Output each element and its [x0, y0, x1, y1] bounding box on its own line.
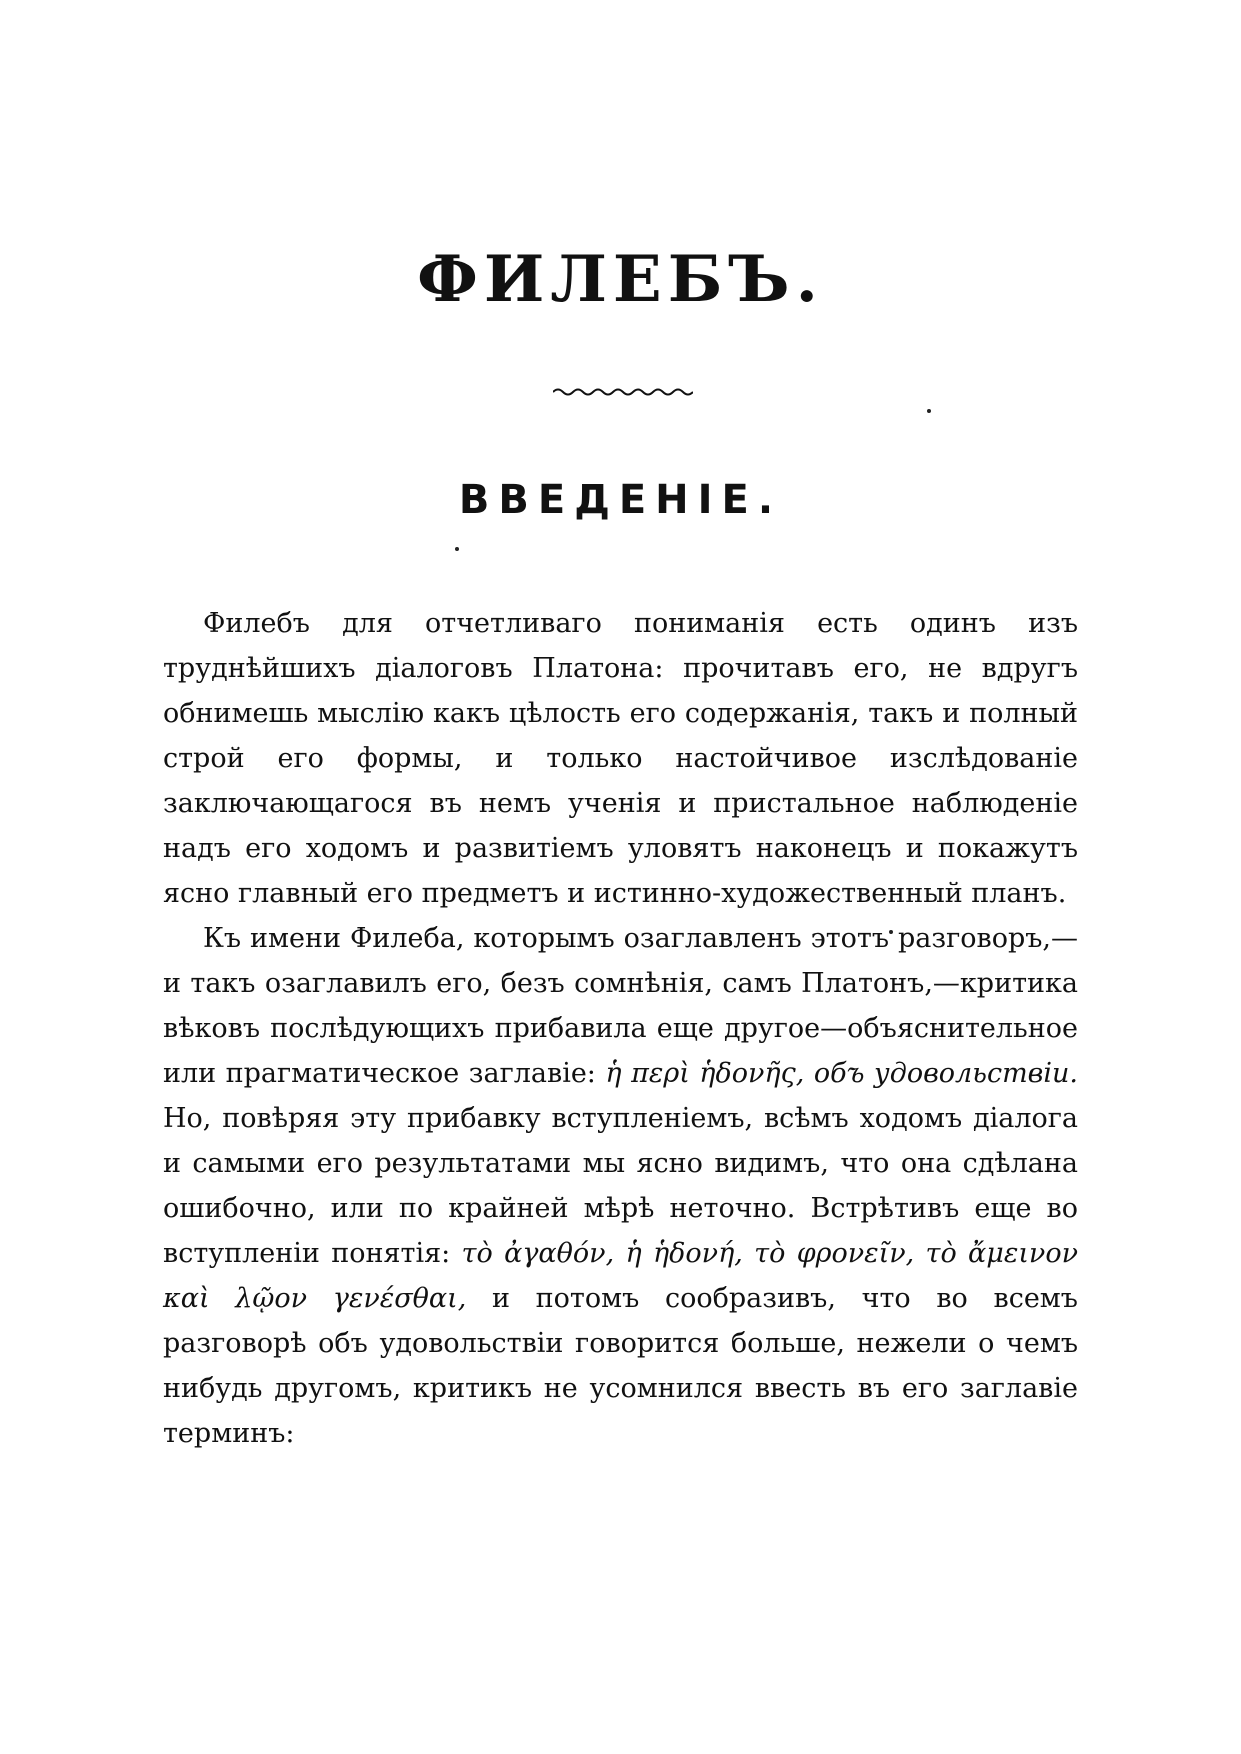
body-text: [163, 601, 1078, 1456]
paragraph-2-text-c: и потомъ сообразивъ, что во всемъ разговорѣ объ удовольствіи говорится больше, нежели о чемъ нибудь другомъ, критикъ не усомнился ввесть въ его заглавіе терминъ:: [163, 1283, 1078, 1449]
paragraph-2-text-a: Къ имени Филеба, которымъ озаглавленъ этотъ разговоръ,—и такъ озаглавилъ его, безъ сомнѣнія, самъ Платонъ,—критика вѣковъ послѣдующихъ прибавила еще другое—объяснительное или прагматическое заглавіе:: [163, 923, 1078, 1089]
paragraph-1: Филебъ для отчетливаго пониманія есть одинъ изъ труднѣйшихъ діалоговъ Платона: прочитавъ его, не вдругъ обнимешь мыслію какъ цѣлость его содержанія, такъ и полный строй его формы, и только настойчивое изслѣдованіе заключающагося въ немъ ученія и пристальное наблюденіе надъ его ходомъ и развитіемъ уловятъ наконецъ и покажутъ ясно главный его предметъ и истинно-художественный планъ.: [163, 608, 1078, 909]
decorative-wavy-rule: [553, 385, 693, 399]
italic-subtitle: объ удовольствіи.: [813, 1058, 1078, 1089]
paragraph-2-text-b: Но, повѣряя эту прибавку вступленіемъ, всѣмъ ходомъ діалога и самыми его результатами мы ясно видимъ, что она сдѣлана ошибочно, или по крайней мѣрѣ неточно. Встрѣтивъ еще во вступленіи понятія:: [163, 1103, 1078, 1269]
paragraph-2: [163, 916, 1078, 1456]
greek-phrase: τὸ ἀγαθόν, ἡ ἡδονή, τὸ φρονεῖν, τὸ ἄμεινον καὶ λῷον γενέσθαι,: [163, 1238, 1078, 1314]
page-title: ФИЛЕБЪ.: [417, 242, 824, 317]
print-speck: [927, 409, 931, 413]
section-heading: ВВЕДЕНІЕ.: [458, 477, 783, 523]
greek-phrase: ἡ περὶ ἡδονῆς,: [605, 1058, 805, 1089]
print-speck: [455, 547, 459, 551]
